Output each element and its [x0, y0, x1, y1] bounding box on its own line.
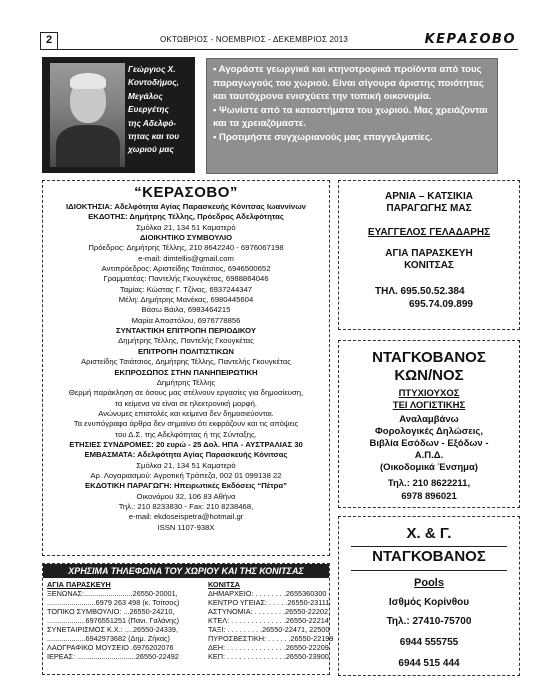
- ad-pools: Χ. & Γ. ΝΤΑΓΚΟΒΑΝΟΣ Pools Ισθμός Κορίνθου Τηλ.: 27410-75700 6944 555755 6944 515 444: [338, 516, 520, 676]
- advice-line: • Προτιμήστε συγχωριανούς μας επαγγελματίες.: [213, 131, 433, 143]
- masthead-line: Αριστείδης Τσιάτσιος, Δημήτρης Τέλλης, Παντελής Γκουγκέτας: [81, 357, 291, 367]
- masthead-line: e-mail: dimtellis@gmail.com: [138, 253, 234, 263]
- newspaper-brand: ΚΕΡΑΣΟΒΟ: [424, 32, 516, 47]
- masthead-line: ISSN 1107-938X: [157, 522, 215, 532]
- benefactor-photo-box: [42, 57, 195, 173]
- masthead-line: Μαρία Αποστόλου, 6976778856: [131, 315, 241, 325]
- masthead-line: ΔΙΟΙΚΗΤΙΚΟ ΣΥΜΒΟΥΛΙΟ: [139, 233, 233, 243]
- masthead-line: Τηλ.: 210 8233830 - Fax: 210 8238468,: [118, 501, 254, 511]
- useful-phones-box: [42, 563, 334, 675]
- masthead-line: e-mail: ekdoseispetra@hotmail.gr: [128, 512, 244, 522]
- ad-accountant: ΝΤΑΓΚΟΒΑΝΟΣ ΚΩΝ/ΝΟΣ ΠΤΥΧΙΟΥΧΟΣ ΤΕΙ ΛΟΓΙΣΤΙΚΗΣ Αναλαμβάνω Φορολογικές Δηλώσεις, Βιβλία Εσόδων - Εξόδων - Α.Π.Δ. (Οικοδομικά Ένσημα) Τηλ.: 210 8622211, 6978 896021: [338, 340, 520, 508]
- accountant-phone: Τηλ.: 210 8622211, 6978 896021: [387, 478, 471, 502]
- masthead-line: ΙΔΙΟΚΤΗΣΙΑ: Αδελφότητα Αγίας Παρασκευής Κόνιτσας Ιωαννίνων: [66, 202, 306, 211]
- portrait-photo: [50, 63, 125, 167]
- phones-konitsa-column: ΚΟΝΙΤΣΑ ΔΗΜΑΡΧΕΙΟ: . . . . . . . .2655360300 ΚΕΝΤΡΟ ΥΓΕΙΑΣ: . . . . .26550-23111 ΑΣΤΥΝΟΜΙΑ: . . . . . . . .26550-22202 ΚΤΕΛ: . . . . . . . . . . . . . .26550-22214 ΤΑΞΙ: . . . . . . . . .26550-22471, 22500 ΠΥΡΟΣΒΕΣΤΙΚΗ: . . . . . .26550-22199 ΔΕΗ: . . . . . . . . . . . . . . .26550-22209 ΚΕΠ: . . . . . . . . . . . . . . .26550-23900: [208, 580, 334, 661]
- masthead-line: Ανώνυμες επιστολές και κείμενα δεν δημοσιεύονται.: [98, 408, 274, 418]
- masthead-line: Τα ενυπόγραφα άρθρα δεν σημαίνει ότι εκφράζουν και τις απόψεις: [73, 419, 299, 429]
- masthead-line: ΕΜΒΑΣΜΑΤΑ: Αδελφότητα Αγίας Παρασκευής Κόνιτσας: [84, 450, 288, 460]
- masthead-line: Αρ. Λογαριασμού: Αγροτική Τράπεζα, 002 01 099138 22: [90, 470, 282, 480]
- masthead-title: “ΚΕΡΑΣΟΒΟ”: [134, 184, 238, 201]
- masthead-line: ΕΚΔΟΤΙΚΗ ΠΑΡΑΓΩΓΗ: Ηπειρωτικές Εκδόσεις “Πέτρα”: [85, 481, 287, 491]
- masthead-line: Θερμή παράκληση σε όσους μας στέλνουν εργασίες για δημοσίευση,: [68, 388, 304, 398]
- seller-name: ΕΥΑΓΓΕΛΟΣ ΓΕΛΑΔΑΡΗΣ: [367, 227, 491, 238]
- page-number: 2: [40, 32, 58, 50]
- masthead-line: ΕΠΙΤΡΟΠΗ ΠΟΛΙΤΙΣΤΙΚΩΝ: [138, 346, 234, 356]
- masthead-lines: [47, 202, 325, 533]
- phones-title: ΧΡΗΣΙΜΑ ΤΗΛΕΦΩΝΑ ΤΟΥ ΧΩΡΙΟΥ ΚΑΙ ΤΗΣ ΚΟΝΙΤΣΑΣ: [43, 564, 329, 578]
- phones-village-column: ΑΓΙΑ ΠΑΡΑΣΚΕΥΗ ΞΕΝΩΝΑΣ:........................26550-20001, ........................6979 263 498 (κ. Τσίτσος) ΤΟΠΙΚΟ ΣΥΜΒΟΥΛΙΟ: ...26550-24210, ...................6976551251 (Πανι. Γαλάνης) ΣΥΝΕΤΑΙΡΙΣΜΟΣ Κ.Χ.: ....26550-24339, ...................6942973682 (Δημ. Ζήκας) ΛΑΟΓΡΑΦΙΚΟ ΜΟΥΣΕΙΟ .6976202076 ΙΕΡΕΑΣ: .............................26550-22492: [47, 580, 180, 661]
- ad-lambs-goats: ΑΡΝΙΑ – ΚΑΤΣΙΚΙΑ ΠΑΡΑΓΩΓΗΣ ΜΑΣ ΕΥΑΓΓΕΛΟΣ ΓΕΛΑΔΑΡΗΣ ΑΓΙΑ ΠΑΡΑΣΚΕΥΗ ΚΟΝΙΤΣΑΣ ΤΗΛ. 695.50.52.384 695.74.09.899: [338, 180, 520, 330]
- issue-date: ΟΚΤΩΒΡΙΟΣ - ΝΟΕΜΒΡΙΟΣ - ΔΕΚΕΜΒΡΙΟΣ 2013: [160, 35, 349, 44]
- masthead-line: Πρόεδρος: Δημήτρης Τέλλης, 210 8642240 - 6976067198: [88, 243, 284, 253]
- masthead-line: Βάσω Βάιλα, 6983464215: [141, 305, 231, 315]
- masthead-line: Δημήτρης Τέλλης: [156, 377, 216, 387]
- masthead-line: Μέλη: Δημήτρης Μανέκας, 6980445604: [118, 295, 254, 305]
- masthead-line: Σμόλκα 21, 134 51 Καματερό: [136, 460, 236, 470]
- photo-caption: Γεώργιος Χ. Κοντοδήμος, Μεγάλος Ευεργέτης της Αδελφό- τητας και του χωριού μας: [128, 64, 180, 155]
- seller-phone: ΤΗΛ. 695.50.52.384 695.74.09.899: [375, 286, 473, 310]
- masthead-line: ΕΤΗΣΙΕΣ ΣΥΝΔΡΟΜΕΣ: 20 ευρώ - 25 Δολ. ΗΠΑ - ΑΥΣΤΡΑΛΙΑΣ 30: [69, 439, 303, 449]
- masthead-line: Ταμίας: Κώστας Γ. Τζίνας, 6937244347: [119, 284, 253, 294]
- masthead-line: Γραμματέας: Παντελής Γκουγκέτας, 6988864046: [103, 274, 269, 284]
- page-header: [40, 32, 518, 50]
- advice-line: • Ψωνίστε από τα καταστήματα του χωριού. Μας χρειάζονται και τα χρειαζόμαστε.: [213, 104, 488, 129]
- masthead-line: Δημήτρης Τέλλης, Παντελής Γκουγκέτας: [118, 336, 254, 346]
- masthead-line: Οικονόμου 32, 106 83 Αθήνα: [136, 491, 236, 501]
- community-advice-box: [206, 58, 498, 174]
- advice-line: • Αγοράστε γεωργικά και κτηνοτροφικά προϊόντα από τους παραγωγούς του χωριού. Είναι σίγουρα άριστης ποιότητας και ταυτόχρονα ενισχύετε την τοπική οικονομία.: [213, 64, 484, 102]
- masthead-line: Αντιπρόεδρος: Αριστείδης Τσιάτσιος, 6946500652: [101, 264, 271, 274]
- masthead-line: ΣΥΝΤΑΚΤΙΚΗ ΕΠΙΤΡΟΠΗ ΠΕΡΙΟΔΙΚΟΥ: [116, 326, 256, 336]
- masthead-line: τα κείμενα να είναι σε ηλεκτρονική μορφή.: [114, 398, 258, 408]
- masthead-box: [42, 180, 330, 556]
- masthead-line: Σμόλκα 21, 134 51 Καματερό: [136, 222, 236, 232]
- masthead-line: ΕΚΠΡΟΣΩΠΟΣ ΣΤΗΝ ΠΑΝΗΠΕΙΡΩΤΙΚΗ: [114, 367, 258, 377]
- masthead-line: του Δ.Σ. της Αδελφότητας ή της Σύνταξης.: [115, 429, 257, 439]
- masthead-line: ΕΚΔΟΤΗΣ: Δημήτρης Τέλλης, Πρόεδρος Αδελφότητας: [88, 212, 284, 222]
